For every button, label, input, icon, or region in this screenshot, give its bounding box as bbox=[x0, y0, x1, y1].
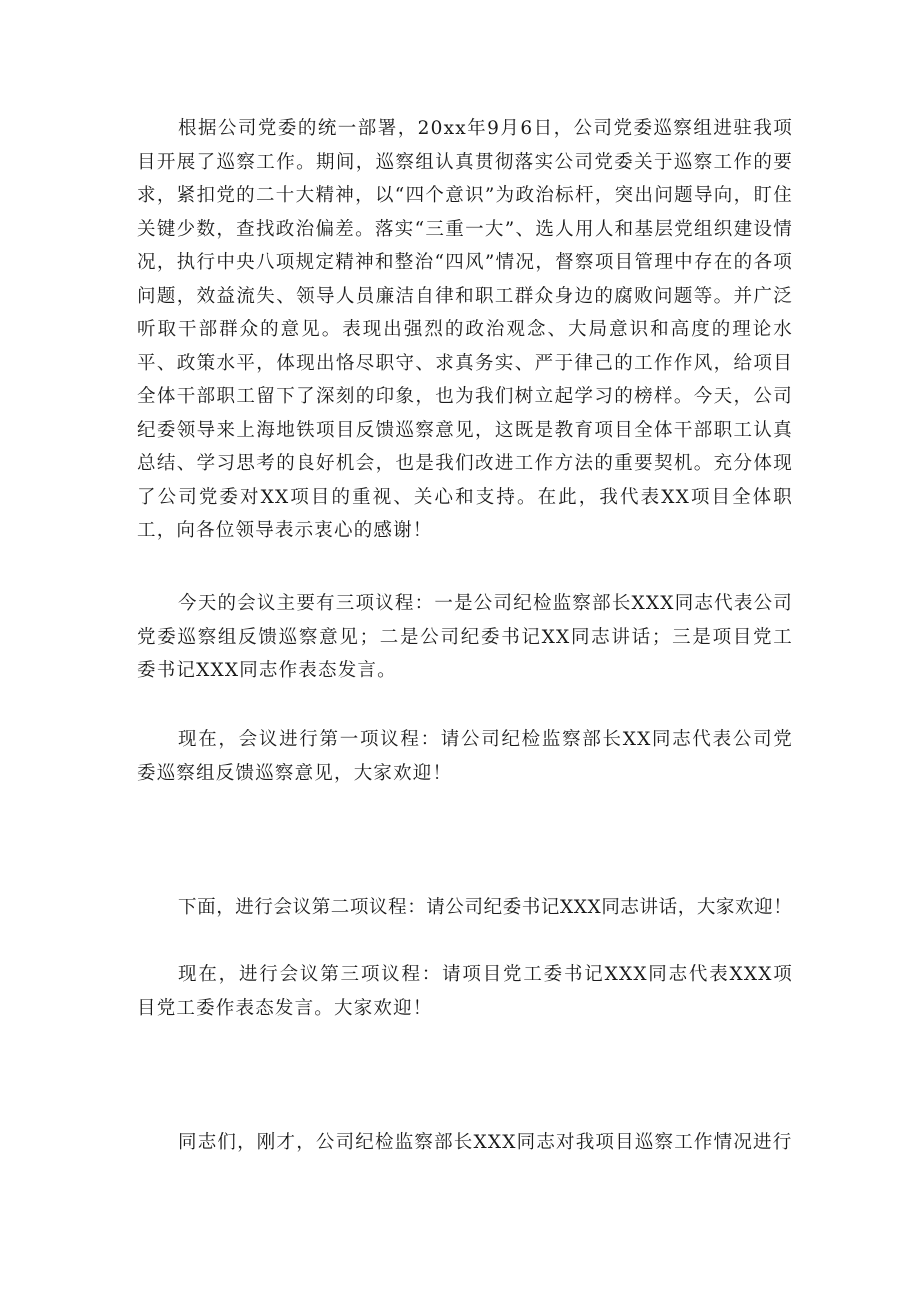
paragraph-second-agenda-item: 下面，进行会议第二项议程：请公司纪委书记XXX同志讲话，大家欢迎！ bbox=[178, 897, 793, 918]
paragraph-first-agenda-item: 现在，会议进行第一项议程：请公司纪检监察部长XX同志代表公司党委巡察组反馈巡察意见，大家欢迎！ bbox=[137, 729, 793, 784]
paragraph-meeting-agenda: 今天的会议主要有三项议程：一是公司纪检监察部长XXX同志代表公司党委巡察组反馈巡察意见；二是公司纪委书记XX同志讲话；三是项目党工委书记XXX同志作表态发言。 bbox=[137, 593, 793, 681]
paragraph-closing-remarks: 同志们，刚才，公司纪检监察部长XXX同志对我项目巡察工作情况进行 bbox=[178, 1132, 793, 1153]
paragraph-third-agenda-item: 现在，进行会议第三项议程：请项目党工委书记XXX同志代表XXX项目党工委作表态发言。大家欢迎！ bbox=[137, 964, 793, 1019]
paragraph-opening-remarks: 根据公司党委的统一部署，20xx年9月6日，公司党委巡察组进驻我项目开展了巡察工作。期间，巡察组认真贯彻落实公司党委关于巡察工作的要求，紧扣党的二十大精神，以“四个意识”为政治标杆，突出问题导向，盯住关键少数，查找政治偏差。落实“三重一大”、选人用人和基层党组织建设情况，执行中央八项规定精神和整治“四风”情况，督察项目管理中存在的各项问题，效益流失、领导人员廉洁自律和职工群众身边的腐败问题等。并广泛听取干部群众的意见。表现出强烈的政治观念、大局意识和高度的理论水平、政策水平，体现出恪尽职守、求真务实、严于律己的工作作风，给项目全体干部职工留下了深刻的印象，也为我们树立起学习的榜样。今天，公司纪委领导来上海地铁项目反馈巡察意见，这既是教育项目全体干部职工认真总结、学习思考的良好机会，也是我们改进工作方法的重要契机。充分体现了公司党委对XX项目的重视、关心和支持。在此，我代表XX项目全体职工，向各位领导表示衷心的感谢！ bbox=[137, 118, 793, 541]
